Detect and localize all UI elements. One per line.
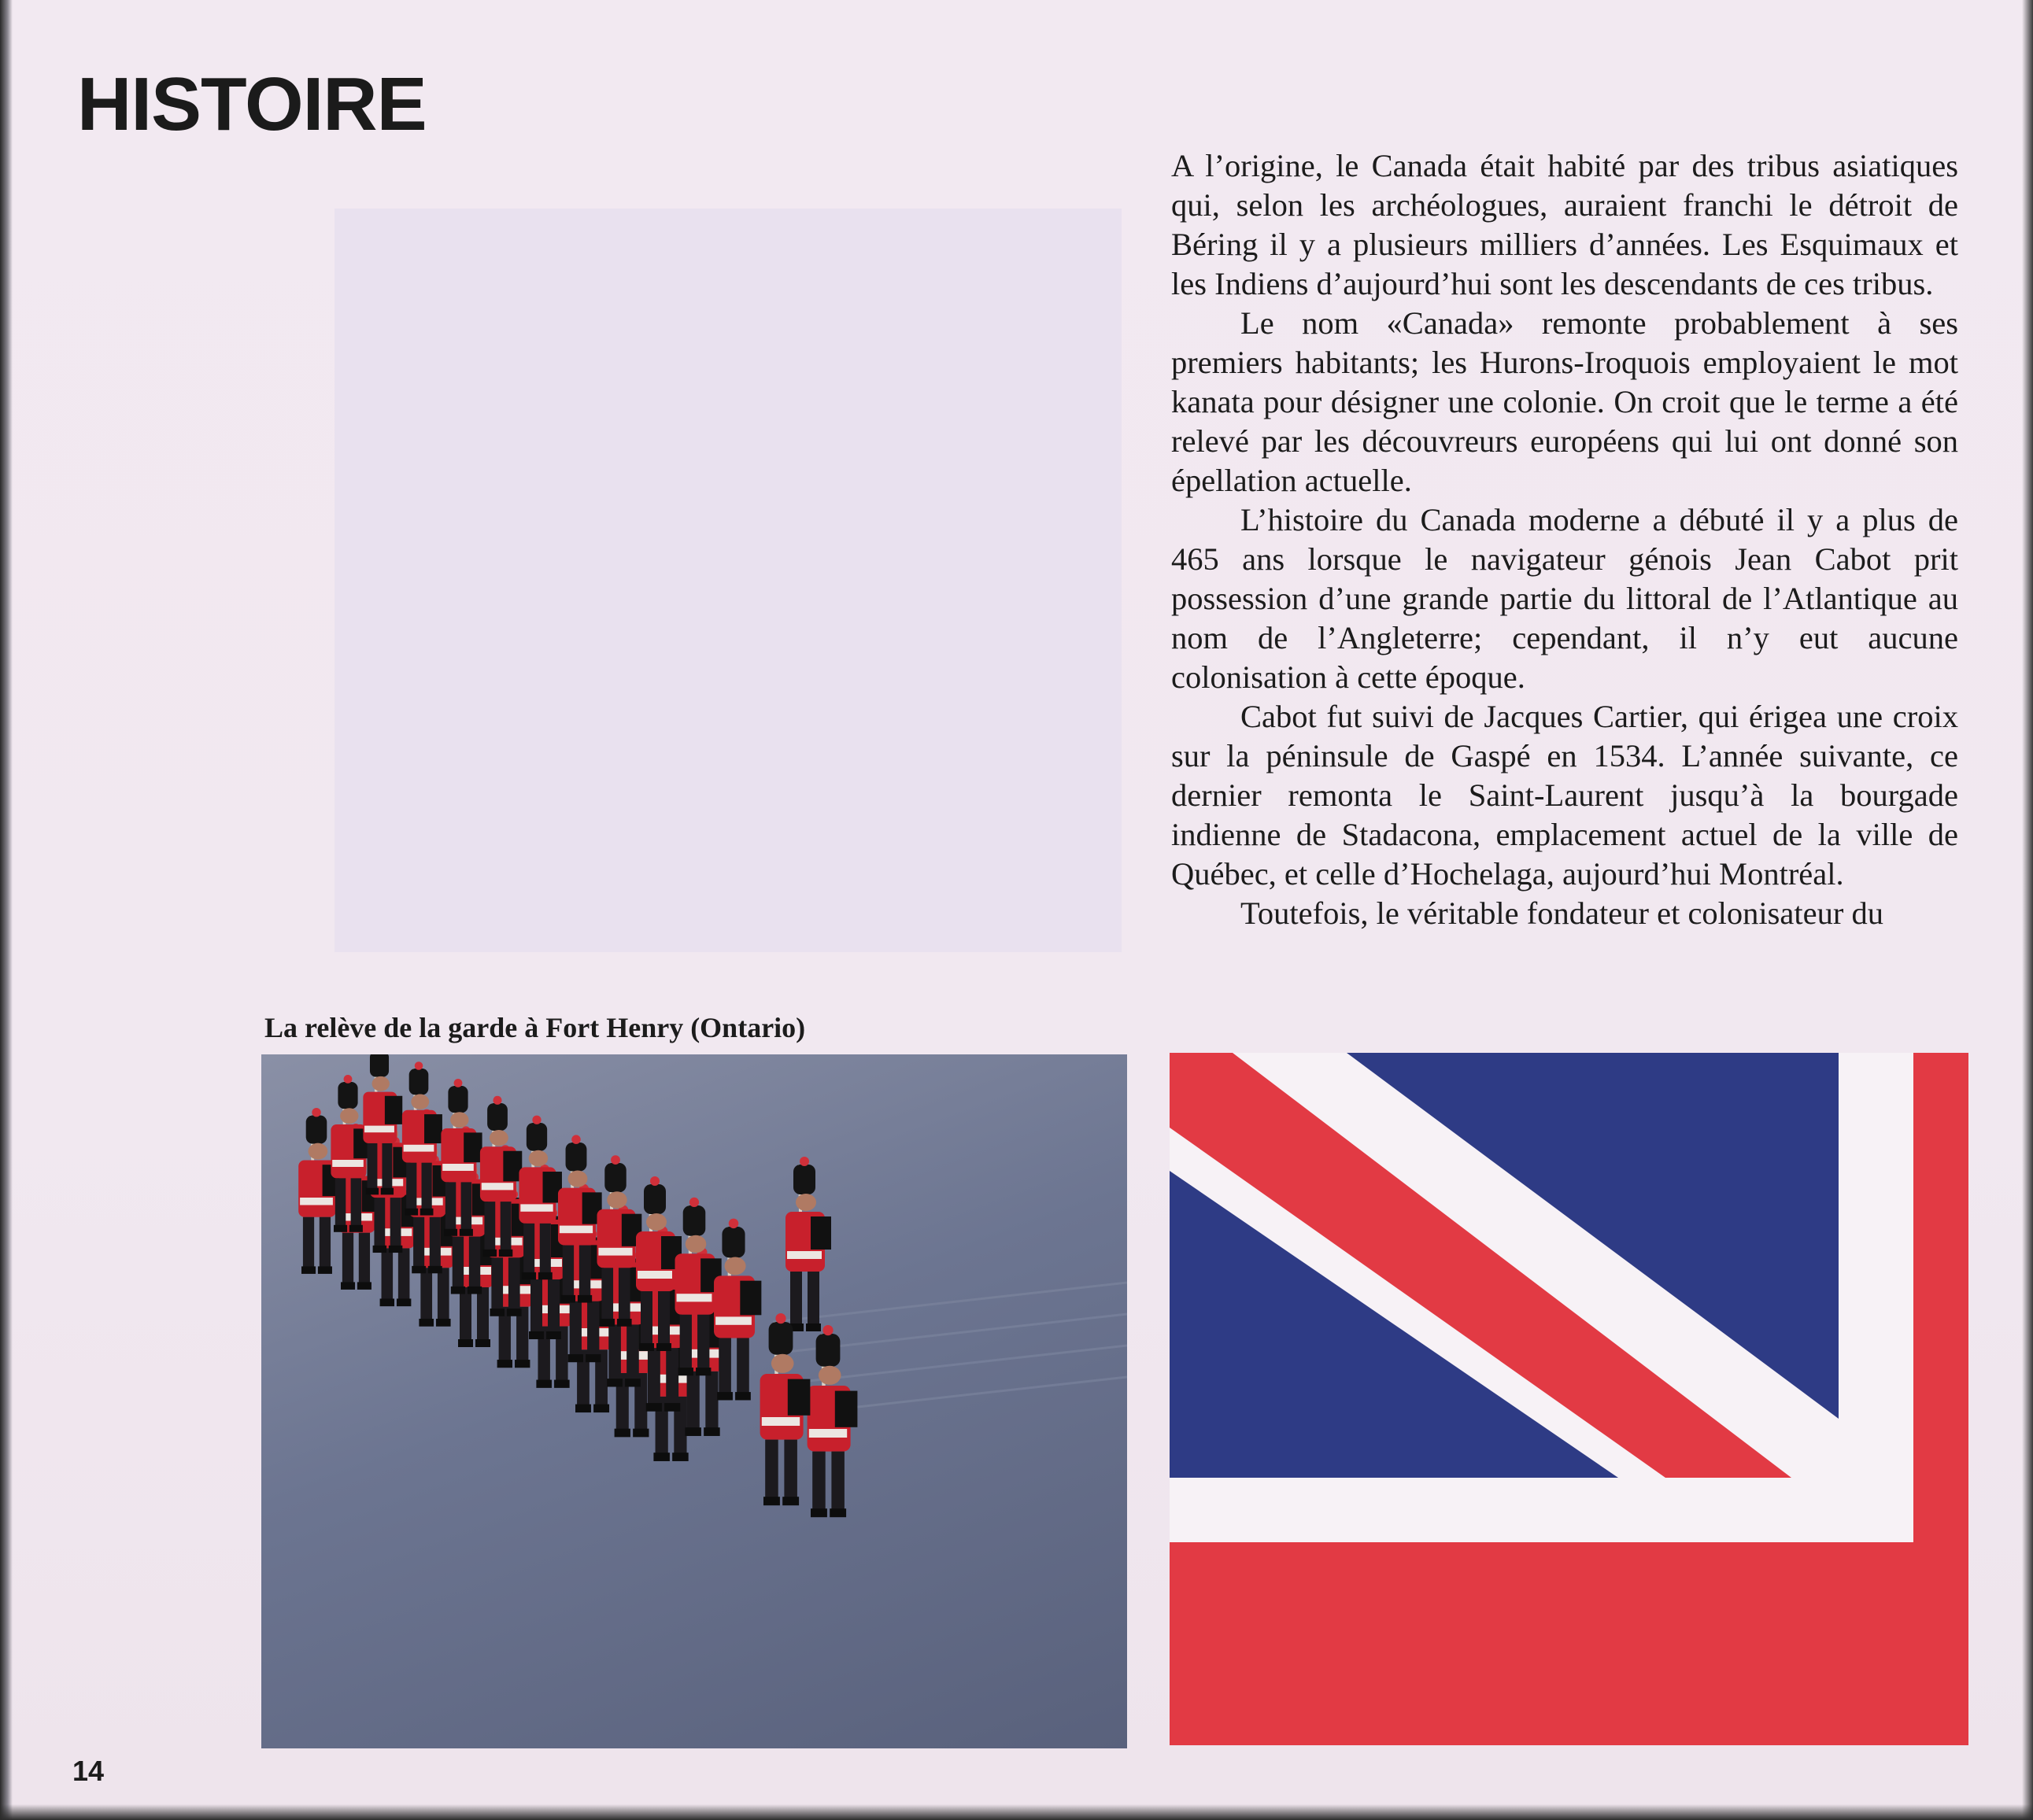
page-bottom-edge (0, 1804, 2033, 1820)
union-flag-graphic (1170, 1053, 1968, 1745)
guard-illustration (261, 1054, 1127, 1748)
show-through-background (335, 209, 1122, 952)
paragraph-cartier: Cabot fut suivi de Jacques Cartier, qui érigea une croix sur la péninsule de Gaspé en 1534. L’année suivante, ce dernier remonta le Saint-Laurent jusqu’à la bourgade indienne de Stadacona, emplacement actuel de la ville de Québec, et celle d’Hochelaga, aujourd’hui Montréal. (1171, 699, 1958, 892)
photo-caption: La relève de la garde à Fort Henry (Ontario) (264, 1012, 806, 1043)
paragraph-name-canada: Le nom «Canada» remonte probablement à ses premiers habitants; les Hurons-Iroquois employaient le mot kanata pour désigner une colonie. On croit que le terme a été relevé par les découvreurs européens qui lui ont donné son épellation actuelle. (1171, 305, 1958, 498)
paragraph-origins: A l’origine, le Canada était habité par des tribus asiatiques qui, selon les archéologues, auraient franchi le détroit de Béring il y a plusieurs milliers d’années. Les Esquimaux et les Indiens d’aujourd’hui sont les descendants de ces tribus. (1171, 148, 1958, 301)
page-right-edge (2022, 0, 2033, 1820)
paragraph-founder: Toutefois, le véritable fondateur et colonisateur du (1240, 895, 1884, 931)
section-title: HISTOIRE (77, 62, 427, 146)
paragraph-modern-history: L’histoire du Canada moderne a débuté il y a plus de 465 ans lorsque le navigateur génois Jean Cabot prit possession d’une grande partie du littoral de l’Atlantique au nom de l’Angleterre; cependant, il n’y eut aucune colonisation à cette époque. (1171, 502, 1958, 695)
article-body (1171, 146, 1958, 933)
marching-column (298, 1054, 857, 1517)
fort-henry-guard-photo (261, 1054, 1127, 1748)
union-flag-svg (1170, 1053, 1968, 1745)
page-number: 14 (72, 1755, 105, 1787)
page-binding-edge (0, 0, 13, 1820)
